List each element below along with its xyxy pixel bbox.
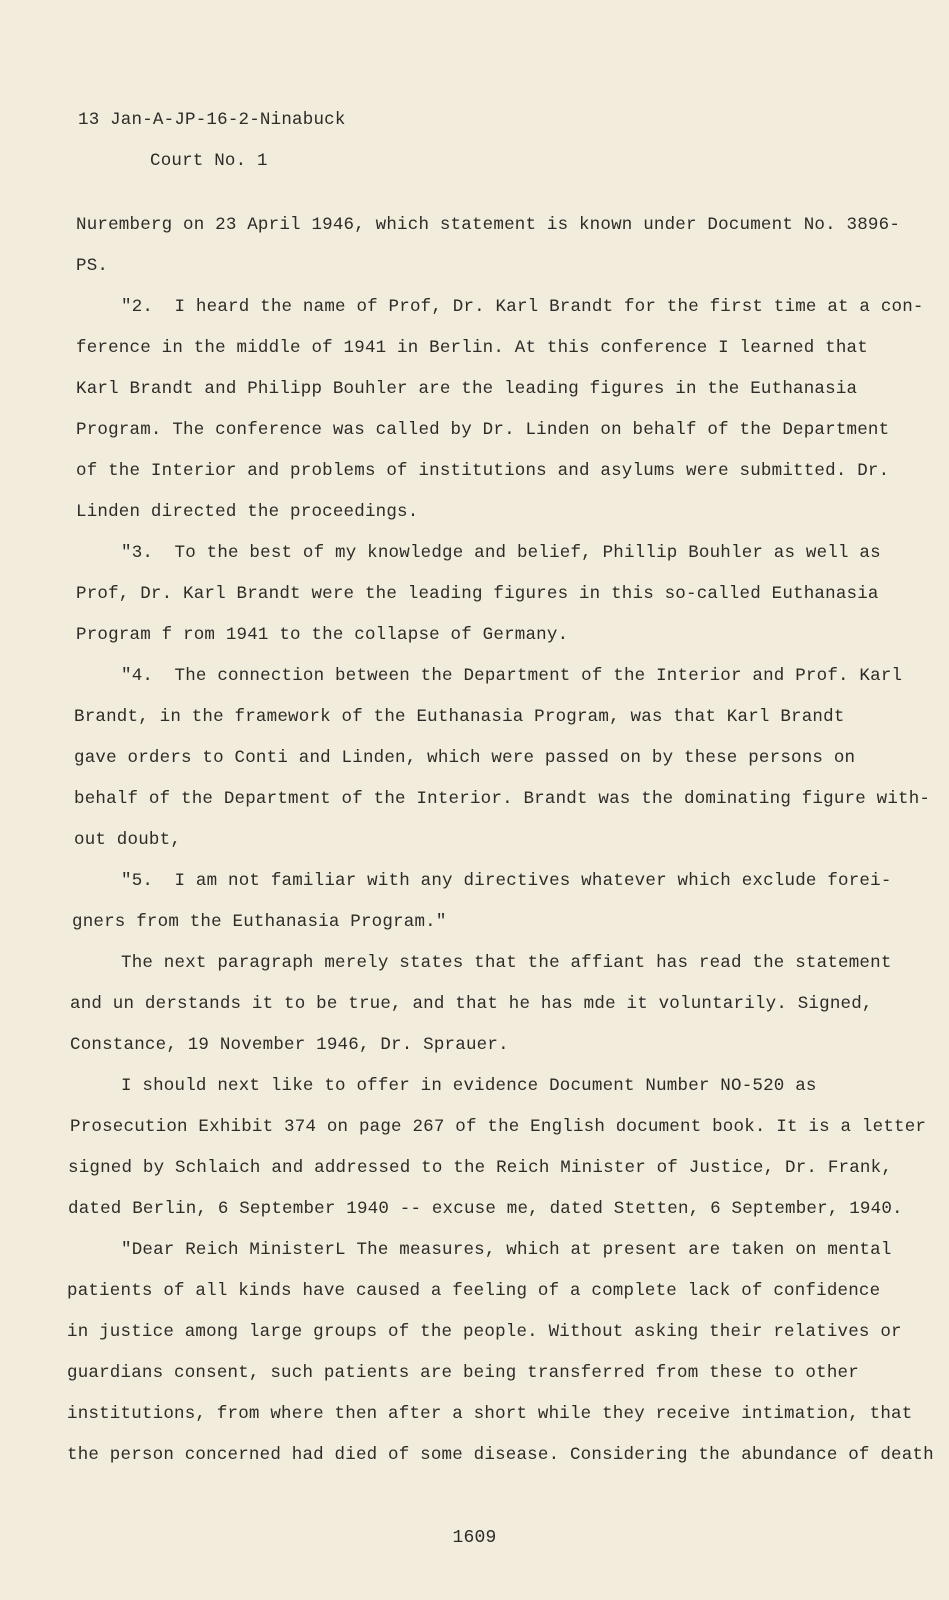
body-line: ference in the middle of 1941 in Berlin. At this conference I learned that — [76, 338, 868, 358]
page-number: 1609 — [452, 1528, 497, 1548]
body-line: Program. The conference was called by Dr. Linden on behalf of the Department — [76, 420, 890, 440]
body-line: out doubt, — [74, 830, 182, 850]
body-line: Karl Brandt and Philipp Bouhler are the leading figures in the Euthanasia — [76, 379, 858, 399]
body-line: the person concerned had died of some disease. Considering the abundance of death — [67, 1445, 934, 1465]
body-line: Linden directed the proceedings. — [76, 502, 419, 522]
body-line: "5. I am not familiar with any directives whatever which exclude forei- — [121, 871, 892, 891]
body-line: signed by Schlaich and addressed to the Reich Minister of Justice, Dr. Frank, — [68, 1158, 893, 1178]
body-line: institutions, from where then after a short while they receive intimation, that — [67, 1404, 913, 1424]
body-line: dated Berlin, 6 September 1940 -- excuse me, dated Stetten, 6 September, 1940. — [68, 1199, 903, 1219]
body-line: in justice among large groups of the people. Without asking their relatives or — [67, 1322, 902, 1342]
body-line: Brandt, in the framework of the Euthanasia Program, was that Karl Brandt — [74, 707, 845, 727]
body-line: I should next like to offer in evidence Document Number NO-520 as — [121, 1076, 817, 1096]
body-line: Program f rom 1941 to the collapse of Germany. — [76, 625, 569, 645]
body-line: of the Interior and problems of institutions and asylums were submitted. Dr. — [76, 461, 890, 481]
body-line: "2. I heard the name of Prof, Dr. Karl Brandt for the first time at a con- — [121, 297, 924, 317]
header-reference: 13 Jan-A-JP-16-2-Ninabuck — [78, 110, 346, 130]
body-line: behalf of the Department of the Interior. Brandt was the dominating figure with- — [74, 789, 931, 809]
body-line: Prosecution Exhibit 374 on page 267 of the English document book. It is a letter — [70, 1117, 927, 1137]
body-line: The next paragraph merely states that the affiant has read the statement — [121, 953, 892, 973]
body-line: "Dear Reich MinisterL The measures, which at present are taken on mental — [121, 1240, 892, 1260]
body-line: patients of all kinds have caused a feeling of a complete lack of confidence — [67, 1281, 881, 1301]
body-line: Constance, 19 November 1946, Dr. Sprauer. — [70, 1035, 509, 1055]
body-line: Prof, Dr. Karl Brandt were the leading figures in this so-called Euthanasia — [76, 584, 879, 604]
body-line: PS. — [76, 256, 109, 276]
body-line: gners from the Euthanasia Program." — [72, 912, 447, 932]
body-line: gave orders to Conti and Linden, which were passed on by these persons on — [74, 748, 856, 768]
header-court: Court No. 1 — [150, 151, 268, 171]
body-line: guardians consent, such patients are being transferred from these to other — [67, 1363, 859, 1383]
body-line: Nuremberg on 23 April 1946, which statement is known under Document No. 3896- — [76, 215, 901, 235]
body-line: "3. To the best of my knowledge and belief, Phillip Bouhler as well as — [121, 543, 881, 563]
body-line: "4. The connection between the Department of the Interior and Prof. Karl — [121, 666, 903, 686]
body-line: and un derstands it to be true, and that he has mde it voluntarily. Signed, — [70, 994, 873, 1014]
